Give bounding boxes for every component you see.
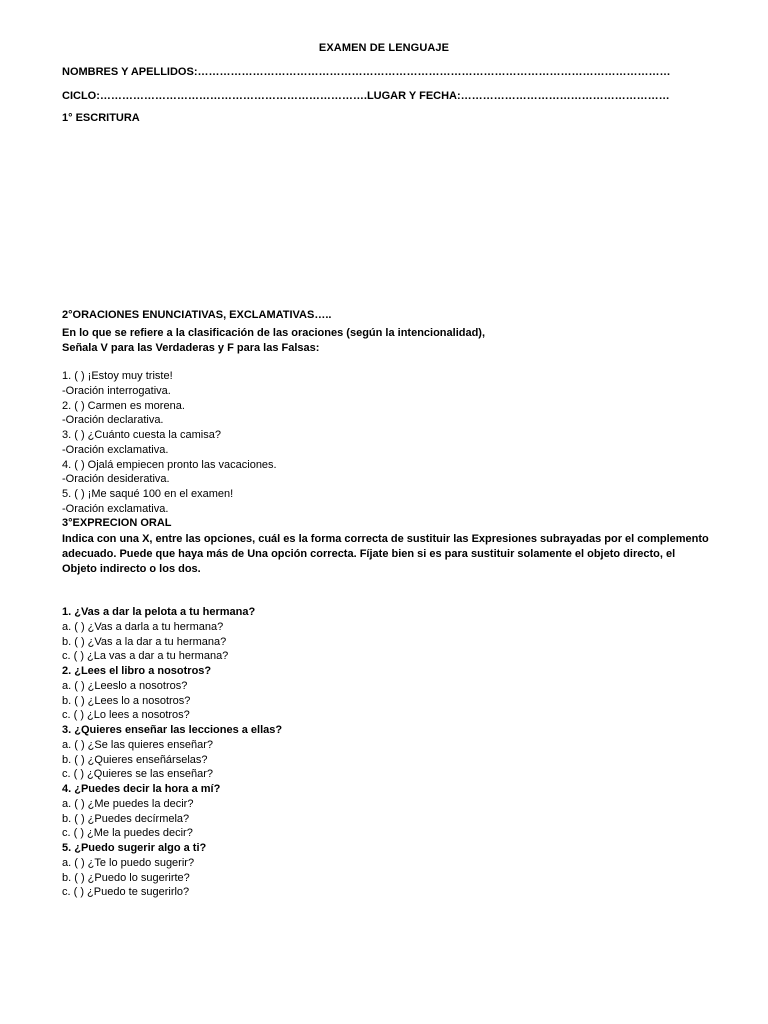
list-item: 2. ( ) Carmen es morena. (62, 399, 185, 412)
list-item: 1. ( ) ¡Estoy muy triste! (62, 370, 173, 382)
cycle-date-line: CICLO:……………………………………………………………….LUGAR Y FECHA:………………………………………………… (62, 90, 670, 102)
list-item: -Oración desiderativa. (62, 473, 170, 486)
option: a. ( ) ¿Me puedes la decir? (62, 797, 194, 810)
section2-instruction-line-1: En lo que se refiere a la clasificación de las oraciones (según la intencionalidad), (62, 327, 486, 339)
question: 1. ¿Vas a dar la pelota a tu hermana? (62, 606, 256, 618)
option: b. ( ) ¿Quieres enseñárselas? (62, 753, 208, 766)
list-item: -Oración interrogativa. (62, 384, 171, 397)
question: 2. ¿Lees el libro a nosotros? (62, 665, 212, 677)
option: b. ( ) ¿Puedo lo sugerirte? (62, 871, 190, 884)
section3-heading: 3°EXPRECION ORAL (62, 517, 172, 529)
section1-heading: 1° ESCRITURA (62, 112, 140, 124)
section3-instruction-text: Indica con una X, entre las opciones, cuál es la forma correcta de sustituir las Expresiones subrayadas por el complemento adecuado. Puede que haya más de Una opción correcta. Fíjate bien si es para sustituir solamente el objeto directo, el (62, 533, 709, 560)
option: c. ( ) ¿La vas a dar a tu hermana? (62, 650, 229, 663)
list-item: 4. ( ) Ojalá empiecen pronto las vacaciones. (62, 458, 277, 471)
list-item: 5. ( ) ¡Me saqué 100 en el examen! (62, 488, 234, 500)
option: b. ( ) ¿Puedes decírmela? (62, 812, 190, 825)
section2-heading: 2°ORACIONES ENUNCIATIVAS, EXCLAMATIVAS….. (62, 309, 332, 321)
exam-title: EXAMEN DE LENGUAJE (318, 42, 450, 54)
option: c. ( ) ¿Lo lees a nosotros? (62, 709, 190, 722)
option: c. ( ) ¿Me la puedes decir? (62, 827, 193, 840)
names-line: NOMBRES Y APELLIDOS:………………………………………………………………………………………………………………… (62, 66, 671, 78)
option: a. ( ) ¿Te lo puedo sugerir? (62, 856, 195, 869)
section2-instruction (62, 326, 702, 356)
option: a. ( ) ¿Leeslo a nosotros? (62, 679, 188, 692)
list-item: -Oración declarativa. (62, 414, 164, 427)
section2-items (62, 369, 702, 517)
question: 4. ¿Puedes decir la hora a mí? (62, 783, 221, 795)
list-item: -Oración exclamativa. (62, 502, 169, 515)
question: 5. ¿Puedo sugerir algo a ti? (62, 842, 207, 854)
list-item: 3. ( ) ¿Cuánto cuesta la camisa? (62, 429, 221, 441)
section3-instruction (62, 532, 710, 577)
option: c. ( ) ¿Quieres se las enseñar? (62, 768, 214, 781)
section3-instruction-end: Objeto indirecto o los dos. (62, 563, 201, 575)
option: c. ( ) ¿Puedo te sugerirlo? (62, 886, 190, 899)
option: a. ( ) ¿Se las quieres enseñar? (62, 738, 214, 751)
option: a. ( ) ¿Vas a darla a tu hermana? (62, 620, 224, 633)
option: b. ( ) ¿Lees lo a nosotros? (62, 694, 191, 707)
list-item: -Oración exclamativa. (62, 443, 169, 456)
section3-questions (62, 605, 702, 900)
option: b. ( ) ¿Vas a la dar a tu hermana? (62, 635, 227, 648)
question: 3. ¿Quieres enseñar las lecciones a ellas? (62, 724, 283, 736)
section2-instruction-line-2: Señala V para las Verdaderas y F para las Falsas: (62, 342, 320, 354)
